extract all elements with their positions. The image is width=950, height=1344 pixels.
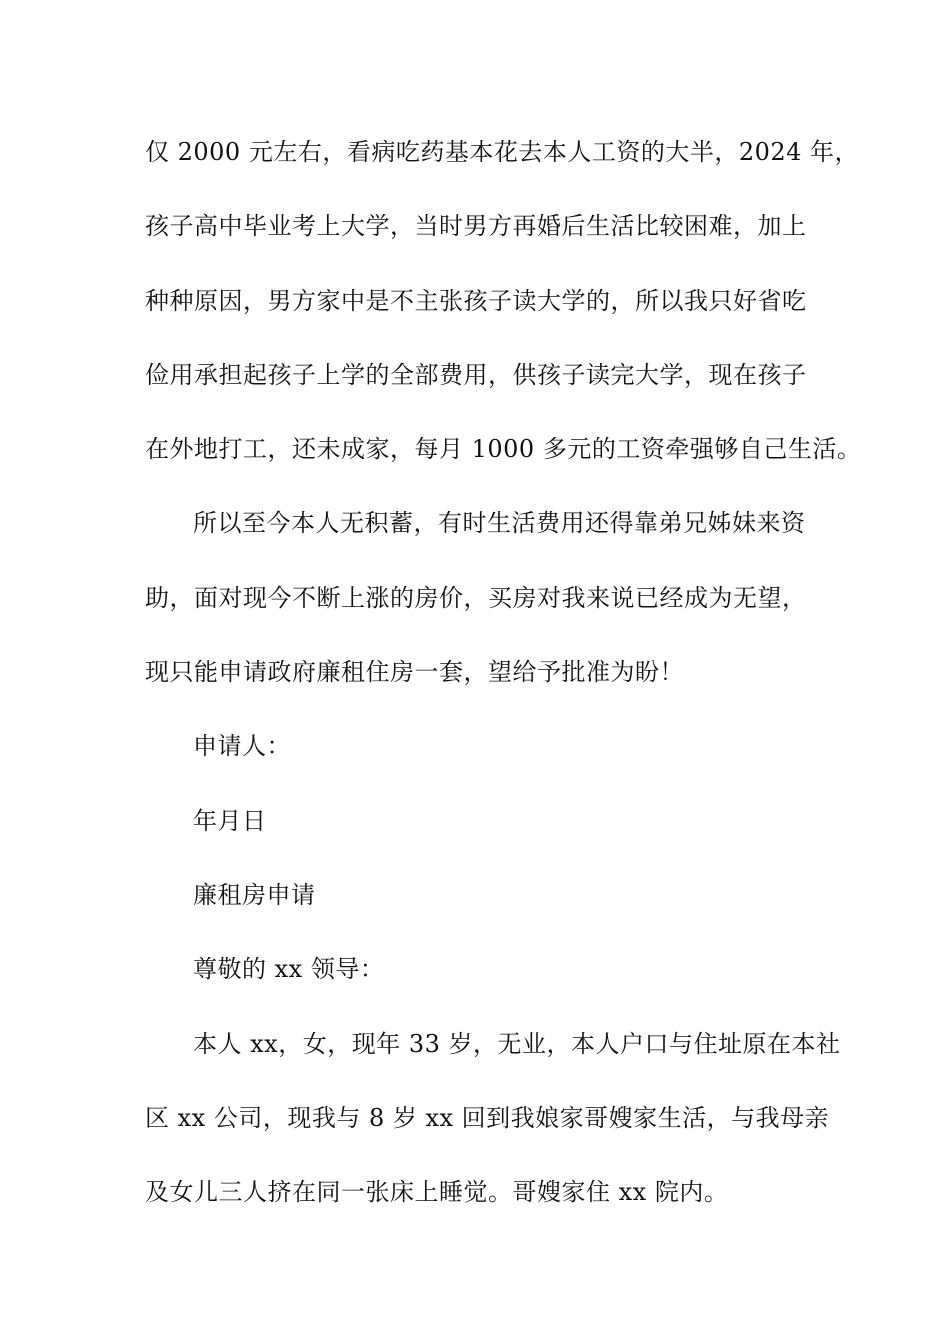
body-line: 俭用承担起孩子上学的全部费用，供孩子读完大学，现在孩子 xyxy=(145,361,807,389)
body-line: 在外地打工，还未成家，每月 1000 多元的工资牵强够自己生活。 xyxy=(145,435,862,463)
body-line: 种种原因，男方家中是不主张孩子读大学的，所以我只好省吃 xyxy=(145,287,807,315)
body-line: 助，面对现今不断上涨的房价，买房对我来说已经成为无望， xyxy=(145,584,807,612)
body-line: 及女儿三人挤在同一张床上睡觉。哥嫂家住 xx 院内。 xyxy=(145,1178,729,1206)
body-line: 孩子高中毕业考上大学，当时男方再婚后生活比较困难，加上 xyxy=(145,212,807,240)
salutation: 尊敬的 xx 领导： xyxy=(193,955,385,983)
paragraph-start-line: 本人 xx，女，现年 33 岁，无业，本人户口与住址原在本社 xyxy=(193,1030,841,1058)
body-line: 现只能申请政府廉租住房一套，望给予批准为盼！ xyxy=(145,658,684,686)
body-line: 区 xx 公司，现我与 8 岁 xx 回到我娘家哥嫂家生活，与我母亲 xyxy=(145,1104,830,1132)
body-line: 仅 2000 元左右，看病吃药基本花去本人工资的大半，2024 年， xyxy=(145,138,860,166)
date-label: 年月日 xyxy=(193,807,267,835)
section-title: 廉租房申请 xyxy=(193,881,316,909)
paragraph-start-line: 所以至今本人无积蓄，有时生活费用还得靠弟兄姊妹来资 xyxy=(193,509,806,537)
applicant-label: 申请人： xyxy=(193,732,291,760)
